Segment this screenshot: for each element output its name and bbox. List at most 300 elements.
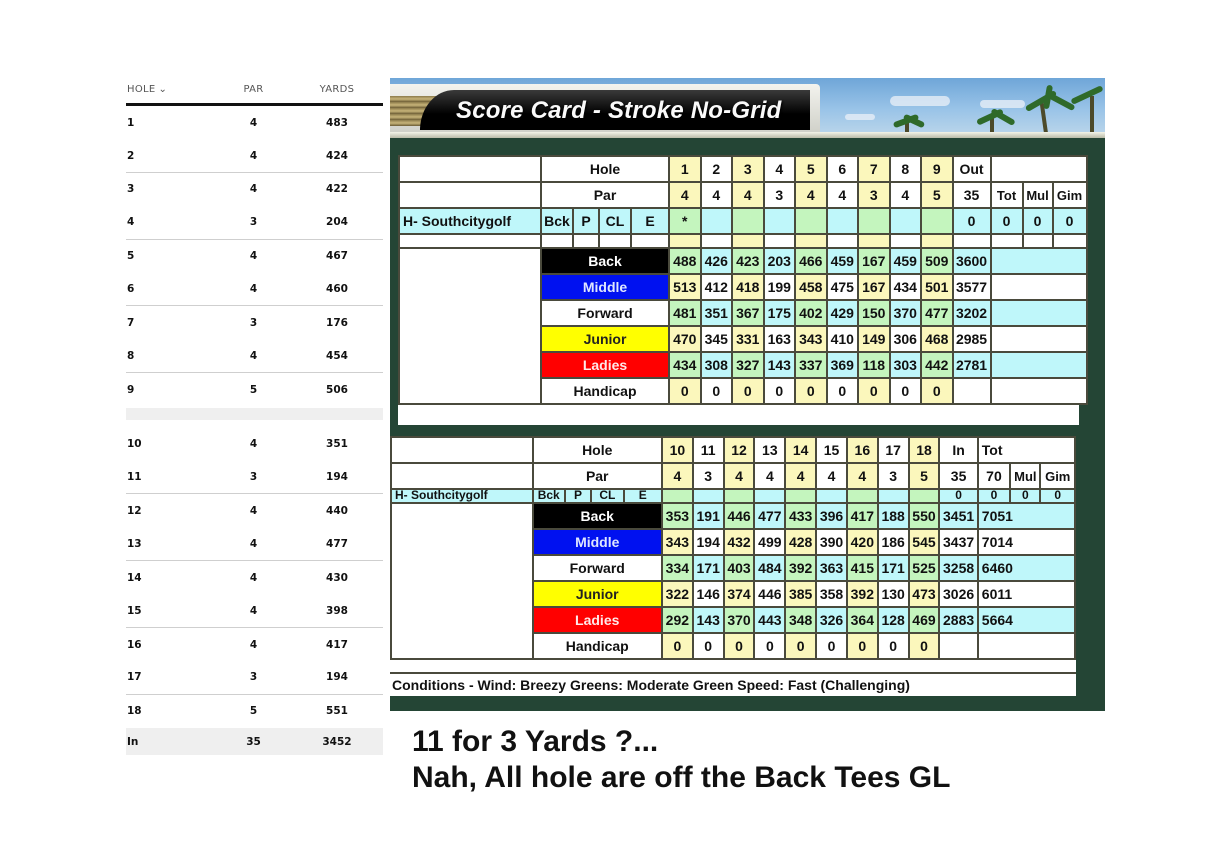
par-value: 4 xyxy=(847,463,878,489)
yardage: 188 xyxy=(878,503,909,529)
par-value: 4 xyxy=(890,182,922,208)
cell-yards: 467 xyxy=(326,250,348,263)
handicap-value: 0 xyxy=(732,378,764,404)
blank-cell xyxy=(399,234,541,248)
blank-cell xyxy=(795,234,827,248)
yardage: 499 xyxy=(754,529,785,555)
cell-hole: 11 xyxy=(127,471,142,484)
hole-number: 12 xyxy=(724,437,755,463)
yardage: 171 xyxy=(878,555,909,581)
game-scorecard-window xyxy=(390,78,1105,711)
table-row xyxy=(126,428,383,461)
tee-name: Junior xyxy=(533,581,662,607)
score-input[interactable] xyxy=(754,489,785,503)
cell-par: 4 xyxy=(249,504,258,517)
cell-par: 5 xyxy=(249,383,258,396)
yardage: 331 xyxy=(732,326,764,352)
hole-row xyxy=(391,437,1075,463)
hole-number: 17 xyxy=(878,437,909,463)
score-input[interactable] xyxy=(847,489,878,503)
section-divider xyxy=(126,408,383,420)
yardage: 423 xyxy=(732,248,764,274)
column-header-hole[interactable]: HOLE ⌄ xyxy=(127,84,168,95)
score-input[interactable] xyxy=(816,489,847,503)
yardage: 410 xyxy=(827,326,859,352)
scorecard-title: Score Card - Stroke No-Grid xyxy=(456,97,782,124)
blank-cell xyxy=(991,156,1087,182)
cell-hole: 17 xyxy=(127,671,142,684)
cell-hole: 1 xyxy=(127,116,135,129)
cell-yards: 460 xyxy=(326,283,348,296)
blank-cell xyxy=(399,248,541,404)
table-row xyxy=(126,340,383,373)
cell-yards: 176 xyxy=(326,317,348,330)
handicap-value: 0 xyxy=(909,633,940,659)
table-row xyxy=(126,461,383,494)
cell-yards: 398 xyxy=(326,604,348,617)
player-column-label: P xyxy=(565,489,591,503)
table-row xyxy=(126,273,383,306)
par-value: 4 xyxy=(754,463,785,489)
tee-name: Back xyxy=(533,503,662,529)
conditions-bar: Conditions - Wind: Breezy Greens: Moderate Green Speed: Fast (Challenging) xyxy=(390,672,1076,696)
blank-cell xyxy=(732,234,764,248)
hole-number: 5 xyxy=(795,156,827,182)
cell-par: 4 xyxy=(249,604,258,617)
yardage: 477 xyxy=(921,300,953,326)
score-input[interactable] xyxy=(890,208,922,234)
handicap-value: 0 xyxy=(847,633,878,659)
yardage: 434 xyxy=(669,352,701,378)
par-value: 4 xyxy=(669,182,701,208)
hole-label: Hole xyxy=(533,437,662,463)
table-row xyxy=(126,240,383,273)
hole-number: 16 xyxy=(847,437,878,463)
yardage-grand-total: 5664 xyxy=(978,607,1075,633)
table-row xyxy=(126,528,383,561)
yardage: 459 xyxy=(827,248,859,274)
yardage: 150 xyxy=(858,300,890,326)
blank-cell xyxy=(953,234,991,248)
yardage: 308 xyxy=(701,352,733,378)
hole-number: 4 xyxy=(764,156,796,182)
yardage: 443 xyxy=(754,607,785,633)
cell-par: 4 xyxy=(249,537,258,550)
yardage-total: 3202 xyxy=(953,300,991,326)
cell-yards: 204 xyxy=(326,216,348,229)
yardage: 306 xyxy=(890,326,922,352)
cell-yards: 454 xyxy=(326,349,348,362)
blank-cell xyxy=(399,156,541,182)
yardage: 484 xyxy=(754,555,785,581)
table-row xyxy=(126,661,383,694)
table-row-total xyxy=(126,728,383,755)
cell-hole: 4 xyxy=(127,216,135,229)
yardage: 470 xyxy=(669,326,701,352)
blank-cell xyxy=(991,300,1087,326)
cell-par: 4 xyxy=(249,438,258,451)
blank-cell xyxy=(1023,234,1053,248)
player-column-label: Bck xyxy=(541,208,573,234)
yardage: 167 xyxy=(858,248,890,274)
player-name: H- Southcitygolf xyxy=(391,489,533,503)
mul-value: 0 xyxy=(1010,489,1040,503)
yardage: 345 xyxy=(701,326,733,352)
handicap-value: 0 xyxy=(754,633,785,659)
yardage: 167 xyxy=(858,274,890,300)
par-row xyxy=(391,463,1075,489)
par-row xyxy=(399,182,1087,208)
yardage: 337 xyxy=(795,352,827,378)
table-header xyxy=(126,76,383,106)
blank-cell xyxy=(939,633,977,659)
gim-label: Gim xyxy=(1053,182,1087,208)
blank-cell xyxy=(631,234,669,248)
table-row xyxy=(126,139,383,172)
cell-hole: 7 xyxy=(127,317,135,330)
blank-cell xyxy=(991,234,1023,248)
table-row xyxy=(126,561,383,594)
yardage: 417 xyxy=(847,503,878,529)
yardage: 327 xyxy=(732,352,764,378)
handicap-value: 0 xyxy=(669,378,701,404)
yardage: 550 xyxy=(909,503,940,529)
yardage: 370 xyxy=(890,300,922,326)
tot-value: 0 xyxy=(978,489,1010,503)
par-value: 4 xyxy=(701,182,733,208)
tee-name: Ladies xyxy=(541,352,669,378)
table-row xyxy=(126,306,383,339)
back-nine-rows xyxy=(126,428,383,729)
handicap-value: 0 xyxy=(701,378,733,404)
caption-line-1: 11 for 3 Yards ?... xyxy=(412,725,659,758)
score-total: 0 xyxy=(939,489,977,503)
par-value: 4 xyxy=(732,182,764,208)
yardage-total: 3451 xyxy=(939,503,977,529)
tee-name: Back xyxy=(541,248,669,274)
yardage: 525 xyxy=(909,555,940,581)
yardage-total: 3026 xyxy=(939,581,977,607)
blank-cell xyxy=(573,234,599,248)
par-value: 5 xyxy=(909,463,940,489)
gim-label: Gim xyxy=(1040,463,1075,489)
cell-hole: 5 xyxy=(127,250,135,263)
table-row xyxy=(126,628,383,661)
yardage: 343 xyxy=(795,326,827,352)
yardage: 458 xyxy=(795,274,827,300)
yardage: 432 xyxy=(724,529,755,555)
yardage: 118 xyxy=(858,352,890,378)
yardage: 403 xyxy=(724,555,755,581)
blank-cell xyxy=(399,182,541,208)
hole-number: 14 xyxy=(785,437,816,463)
score-input[interactable] xyxy=(785,489,816,503)
score-input[interactable] xyxy=(724,489,755,503)
cell-yards: 551 xyxy=(326,705,348,718)
handicap-label: Handicap xyxy=(541,378,669,404)
yardage: 385 xyxy=(785,581,816,607)
cell-par: 4 xyxy=(249,250,258,263)
yardage: 481 xyxy=(669,300,701,326)
hole-number: 18 xyxy=(909,437,940,463)
yardage: 334 xyxy=(662,555,693,581)
player-column-label: CL xyxy=(599,208,631,234)
score-input[interactable] xyxy=(921,208,953,234)
yardage: 130 xyxy=(878,581,909,607)
yardage: 418 xyxy=(732,274,764,300)
chevron-down-icon: ⌄ xyxy=(158,84,168,95)
handicap-value: 0 xyxy=(858,378,890,404)
par-value: 3 xyxy=(693,463,724,489)
par-value: 3 xyxy=(878,463,909,489)
title-divider xyxy=(390,132,1105,138)
yardage: 149 xyxy=(858,326,890,352)
cell-yards: 430 xyxy=(326,571,348,584)
table-row xyxy=(126,206,383,239)
yardage: 509 xyxy=(921,248,953,274)
table-row xyxy=(126,173,383,206)
yardage: 428 xyxy=(785,529,816,555)
cell-hole: 6 xyxy=(127,283,135,296)
cell-hole: 3 xyxy=(127,183,135,196)
yardage: 175 xyxy=(764,300,796,326)
gim-value: 0 xyxy=(1053,208,1087,234)
score-input[interactable] xyxy=(858,208,890,234)
in-label: In xyxy=(939,437,977,463)
yardage: 390 xyxy=(816,529,847,555)
par-value: 3 xyxy=(858,182,890,208)
caption-line-2: Nah, All hole are off the Back Tees GL xyxy=(412,761,951,794)
yardage: 475 xyxy=(827,274,859,300)
hole-number: 6 xyxy=(827,156,859,182)
cell-yards: 194 xyxy=(326,471,348,484)
par-label: Par xyxy=(533,463,662,489)
table-row xyxy=(126,594,383,627)
blank-cell xyxy=(890,234,922,248)
yardage: 370 xyxy=(724,607,755,633)
cell-par: 4 xyxy=(249,116,258,129)
yardage: 171 xyxy=(693,555,724,581)
tee-name: Forward xyxy=(541,300,669,326)
handicap-value: 0 xyxy=(764,378,796,404)
cell-hole: 8 xyxy=(127,349,135,362)
blank-cell xyxy=(1053,234,1087,248)
handicap-value: 0 xyxy=(785,633,816,659)
score-input[interactable] xyxy=(795,208,827,234)
table-row xyxy=(126,494,383,527)
yardage-grand-total: 6011 xyxy=(978,581,1075,607)
yardage: 477 xyxy=(754,503,785,529)
gim-value: 0 xyxy=(1040,489,1075,503)
table-row xyxy=(126,106,383,139)
handicap-value: 0 xyxy=(921,378,953,404)
yardage: 412 xyxy=(701,274,733,300)
blank-cell xyxy=(991,274,1087,300)
blank-cell xyxy=(701,234,733,248)
yardage: 143 xyxy=(764,352,796,378)
yardage: 363 xyxy=(816,555,847,581)
par-total: 35 xyxy=(953,182,991,208)
tee-name: Middle xyxy=(533,529,662,555)
cell-par: 4 xyxy=(249,638,258,651)
yardage: 358 xyxy=(816,581,847,607)
yardage: 199 xyxy=(764,274,796,300)
yardage: 442 xyxy=(921,352,953,378)
blank-cell xyxy=(991,248,1087,274)
cell-yards: 483 xyxy=(326,116,348,129)
hole-number: 9 xyxy=(921,156,953,182)
yardage: 446 xyxy=(754,581,785,607)
yardage-grand-total: 7014 xyxy=(978,529,1075,555)
tee-row-back xyxy=(391,503,1075,529)
score-input[interactable] xyxy=(662,489,693,503)
hole-number: 13 xyxy=(754,437,785,463)
blank-cell xyxy=(764,234,796,248)
par-value: 4 xyxy=(827,182,859,208)
hole-row xyxy=(399,156,1087,182)
yardage-total: 3577 xyxy=(953,274,991,300)
yardage: 343 xyxy=(662,529,693,555)
yardage: 146 xyxy=(693,581,724,607)
handicap-value: 0 xyxy=(827,378,859,404)
score-input[interactable] xyxy=(732,208,764,234)
blank-cell xyxy=(991,352,1087,378)
yardage-total: 2883 xyxy=(939,607,977,633)
yardage: 396 xyxy=(816,503,847,529)
tee-name: Forward xyxy=(533,555,662,581)
score-input[interactable] xyxy=(827,208,859,234)
tot-label: Tot xyxy=(991,182,1023,208)
table-row xyxy=(126,373,383,406)
hole-number: 3 xyxy=(732,156,764,182)
yardage-total: 3600 xyxy=(953,248,991,274)
yardage: 128 xyxy=(878,607,909,633)
cell-hole: 14 xyxy=(127,571,142,584)
back-nine-scorecard xyxy=(390,436,1076,660)
yardage: 191 xyxy=(693,503,724,529)
table-row xyxy=(126,695,383,728)
hole-number: 7 xyxy=(858,156,890,182)
tee-name: Middle xyxy=(541,274,669,300)
hole-number: 15 xyxy=(816,437,847,463)
yardage: 303 xyxy=(890,352,922,378)
par-value: 4 xyxy=(816,463,847,489)
handicap-value: 0 xyxy=(890,378,922,404)
cell-par: 4 xyxy=(249,349,258,362)
hole-number: 11 xyxy=(693,437,724,463)
tot-value: 0 xyxy=(991,208,1023,234)
score-input[interactable] xyxy=(764,208,796,234)
caption xyxy=(412,724,950,796)
player-name: H- Southcitygolf xyxy=(399,208,541,234)
cell-par: 5 xyxy=(249,705,258,718)
yardage: 292 xyxy=(662,607,693,633)
score-input[interactable] xyxy=(693,489,724,503)
front-nine-rows xyxy=(126,106,383,407)
cell-par: 4 xyxy=(249,571,258,584)
hole-number: 8 xyxy=(890,156,922,182)
cell-yards: 440 xyxy=(326,504,348,517)
yardage: 402 xyxy=(795,300,827,326)
cell-yards: 506 xyxy=(326,383,348,396)
par-value: 4 xyxy=(795,182,827,208)
score-input[interactable] xyxy=(878,489,909,503)
blank-cell xyxy=(953,378,991,404)
yardage: 415 xyxy=(847,555,878,581)
tot-label: Tot xyxy=(978,437,1075,463)
yardage-total: 3258 xyxy=(939,555,977,581)
yardage: 420 xyxy=(847,529,878,555)
total-par: 35 xyxy=(246,735,261,748)
blank-cell xyxy=(991,326,1087,352)
score-total: 0 xyxy=(953,208,991,234)
yardage: 446 xyxy=(724,503,755,529)
yardage: 374 xyxy=(724,581,755,607)
handicap-label: Handicap xyxy=(533,633,662,659)
column-header-yards[interactable]: YARDS xyxy=(319,84,355,95)
column-header-par[interactable]: PAR xyxy=(243,84,264,95)
player-column-label: CL xyxy=(591,489,623,503)
total-yards: 3452 xyxy=(322,735,352,748)
cell-par: 3 xyxy=(249,671,258,684)
par-value: 4 xyxy=(785,463,816,489)
mul-label: Mul xyxy=(1010,463,1040,489)
hole-number: 1 xyxy=(669,156,701,182)
cell-yards: 351 xyxy=(326,438,348,451)
blank-cell xyxy=(599,234,631,248)
cell-hole: 12 xyxy=(127,504,142,517)
yardage-total: 2781 xyxy=(953,352,991,378)
cell-hole: 9 xyxy=(127,383,135,396)
yardage: 367 xyxy=(732,300,764,326)
player-column-label: P xyxy=(573,208,599,234)
cell-yards: 417 xyxy=(326,638,348,651)
yardage: 469 xyxy=(909,607,940,633)
player-column-label: E xyxy=(631,208,669,234)
cell-hole: 13 xyxy=(127,537,142,550)
yardage: 322 xyxy=(662,581,693,607)
yardage: 326 xyxy=(816,607,847,633)
handicap-value: 0 xyxy=(795,378,827,404)
yardage: 466 xyxy=(795,248,827,274)
blank-cell xyxy=(541,234,573,248)
total-label: In xyxy=(127,735,139,748)
cell-par: 4 xyxy=(249,149,258,162)
yardage: 351 xyxy=(701,300,733,326)
yardage: 364 xyxy=(847,607,878,633)
handicap-value: 0 xyxy=(724,633,755,659)
yardage-total: 3437 xyxy=(939,529,977,555)
yardage-grand-total: 6460 xyxy=(978,555,1075,581)
yardage: 392 xyxy=(785,555,816,581)
yardage: 163 xyxy=(764,326,796,352)
cell-par: 4 xyxy=(249,283,258,296)
score-input[interactable]: * xyxy=(669,208,701,234)
player-row xyxy=(391,489,1075,503)
par-value: 4 xyxy=(724,463,755,489)
blank-cell xyxy=(921,234,953,248)
cell-yards: 477 xyxy=(326,537,348,550)
hole-number: 2 xyxy=(701,156,733,182)
mul-value: 0 xyxy=(1023,208,1053,234)
score-input[interactable] xyxy=(909,489,940,503)
yardage: 473 xyxy=(909,581,940,607)
score-input[interactable] xyxy=(701,208,733,234)
player-row xyxy=(399,208,1087,234)
cell-par: 3 xyxy=(249,216,258,229)
hole-number: 10 xyxy=(662,437,693,463)
out-label: Out xyxy=(953,156,991,182)
